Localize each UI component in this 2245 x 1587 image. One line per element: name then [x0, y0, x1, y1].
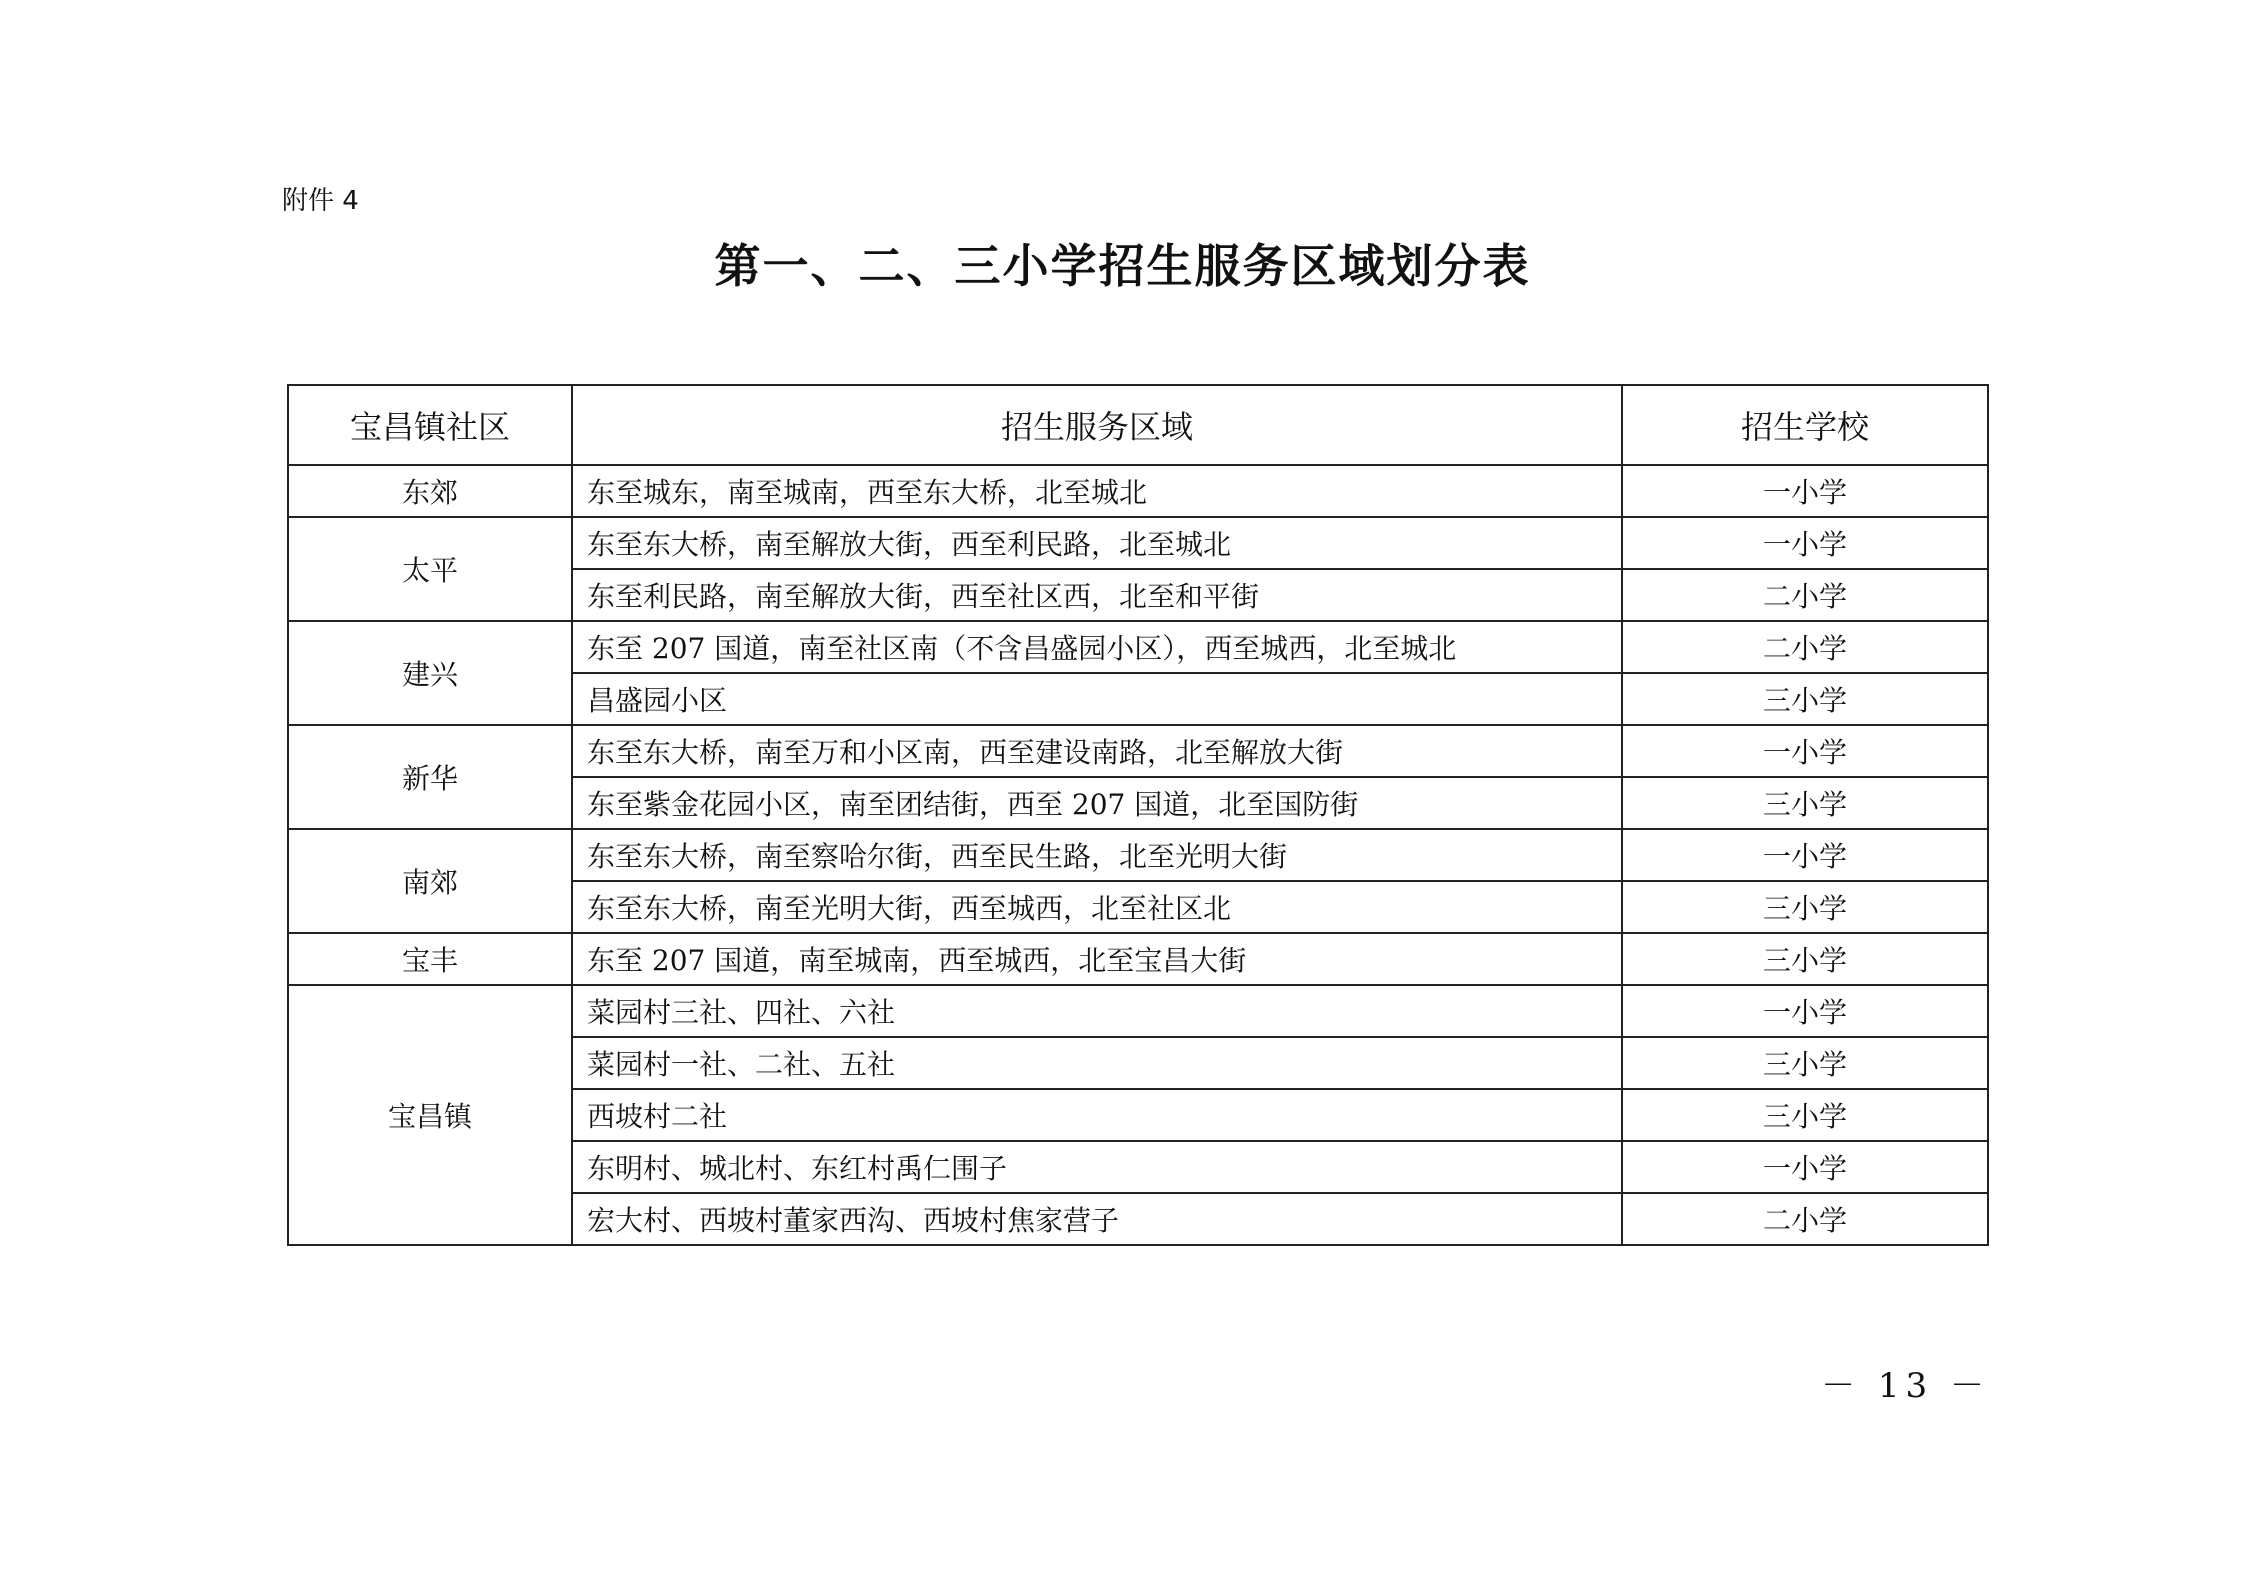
enrollment-area-table [287, 384, 1989, 1246]
school-cell: 三小学 [1622, 933, 1988, 985]
community-cell: 太平 [288, 517, 572, 621]
area-cell: 菜园村三社、四社、六社 [572, 985, 1622, 1037]
school-cell: 三小学 [1622, 777, 1988, 829]
column-header-area: 招生服务区域 [572, 385, 1622, 465]
area-cell: 东至 207 国道，南至城南，西至城西，北至宝昌大街 [572, 933, 1622, 985]
table-header-row [288, 385, 1988, 465]
page-number: － 13 － [1821, 1366, 1990, 1406]
school-cell: 一小学 [1622, 985, 1988, 1037]
area-cell: 东至紫金花园小区，南至团结街，西至 207 国道，北至国防街 [572, 777, 1622, 829]
school-cell: 一小学 [1622, 465, 1988, 517]
table-row [288, 725, 1988, 777]
area-cell: 东至东大桥，南至光明大街，西至城西，北至社区北 [572, 881, 1622, 933]
school-cell: 一小学 [1622, 517, 1988, 569]
community-cell: 建兴 [288, 621, 572, 725]
area-cell: 昌盛园小区 [572, 673, 1622, 725]
area-cell: 东至 207 国道，南至社区南（不含昌盛园小区），西至城西，北至城北 [572, 621, 1622, 673]
school-cell: 一小学 [1622, 725, 1988, 777]
school-cell: 二小学 [1622, 1193, 1988, 1245]
area-cell: 东至东大桥，南至解放大街，西至利民路，北至城北 [572, 517, 1622, 569]
column-header-school: 招生学校 [1622, 385, 1988, 465]
school-cell: 三小学 [1622, 1037, 1988, 1089]
table-row [288, 465, 1988, 517]
school-cell: 二小学 [1622, 621, 1988, 673]
school-cell: 二小学 [1622, 569, 1988, 621]
community-cell: 新华 [288, 725, 572, 829]
community-cell: 南郊 [288, 829, 572, 933]
community-cell: 宝丰 [288, 933, 572, 985]
table-row [288, 933, 1988, 985]
area-cell: 东至东大桥，南至万和小区南，西至建设南路，北至解放大街 [572, 725, 1622, 777]
area-cell: 东至利民路，南至解放大街，西至社区西，北至和平街 [572, 569, 1622, 621]
school-cell: 一小学 [1622, 829, 1988, 881]
community-cell: 宝昌镇 [288, 985, 572, 1245]
table-row [288, 985, 1988, 1037]
column-header-community: 宝昌镇社区 [288, 385, 572, 465]
document-title: 第一、二、三小学招生服务区域划分表 [714, 239, 1531, 293]
table-row [288, 621, 1988, 673]
school-cell: 三小学 [1622, 673, 1988, 725]
attachment-label: 附件 4 [282, 186, 359, 216]
area-cell: 东至东大桥，南至察哈尔街，西至民生路，北至光明大街 [572, 829, 1622, 881]
school-cell: 三小学 [1622, 881, 1988, 933]
table-row [288, 829, 1988, 881]
area-cell: 东明村、城北村、东红村禹仁围子 [572, 1141, 1622, 1193]
area-cell: 西坡村二社 [572, 1089, 1622, 1141]
area-cell: 宏大村、西坡村董家西沟、西坡村焦家营子 [572, 1193, 1622, 1245]
area-cell: 菜园村一社、二社、五社 [572, 1037, 1622, 1089]
table-row [288, 517, 1988, 569]
community-cell: 东郊 [288, 465, 572, 517]
school-cell: 一小学 [1622, 1141, 1988, 1193]
area-cell: 东至城东，南至城南，西至东大桥，北至城北 [572, 465, 1622, 517]
school-cell: 三小学 [1622, 1089, 1988, 1141]
